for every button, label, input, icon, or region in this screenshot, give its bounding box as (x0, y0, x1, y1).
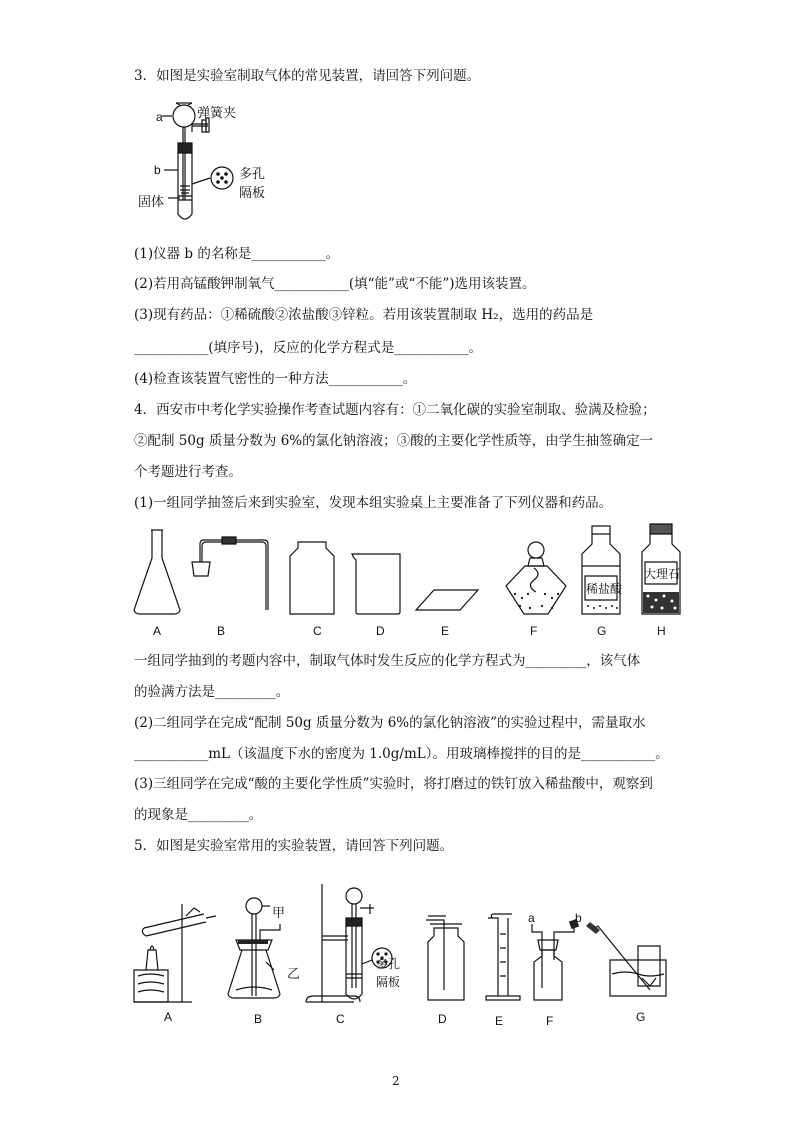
q3-label-plate-2: 隔板 (239, 186, 266, 201)
q4-part-2a: (2)二组同学在完成“配制 50g 质量分数为 6%的氯化钠溶液”的实验过程中，需量取水 (134, 715, 646, 731)
q3-part-2: (2)若用高锰酸钾制氧气___________(填“能”或“不能”)选用该装置。 (134, 276, 536, 292)
q4-stem-1: 4．西安市中考化学实验操作考查试题内容有：①二氧化碳的实验室制取、验满及检验； (134, 402, 656, 418)
q5-label-b: b (575, 911, 582, 925)
q5-stem: 5．如图是实验室常用的实验装置，请回答下列问题。 (134, 838, 454, 854)
q4-stem-3: 个考题进行考查。 (134, 464, 242, 480)
q4-part-3b: 的现象是_________。 (134, 807, 263, 823)
q5-letter-b: B (254, 1012, 263, 1026)
q5-letter-g: G (636, 1010, 646, 1024)
page-number: 2 (392, 1074, 400, 1088)
q3-label-solid: 固体 (138, 195, 165, 210)
q5-label-a: a (528, 911, 535, 925)
q4-part-1b-1: 一组同学抽到的考题内容中，制取气体时发生反应的化学方程式为_________，该气体 (134, 653, 641, 669)
q3-label-a: a (156, 110, 163, 124)
q4-part-2b: ___________mL（该温度下水的密度为 1.0g/mL）。用玻璃棒搅拌的目的是___________。 (134, 746, 669, 762)
q4-label-h: 大理石 (644, 567, 681, 581)
q3-label-plate-1: 多孔 (239, 167, 266, 182)
q4-stem-2: ②配制 50g 质量分数为 6%的氯化钠溶液；③酸的主要化学性质等，由学生抽签确定一 (134, 433, 654, 449)
q3-label-clip: 弹簧夹 (197, 106, 237, 121)
q3-part-1: (1)仪器 b 的名称是___________。 (134, 246, 340, 262)
q4-letter-b: B (217, 624, 226, 638)
q4-letter-g: G (597, 624, 607, 638)
q4-letter-a: A (153, 624, 162, 638)
q4-letter-e: E (441, 624, 450, 638)
q3-part-3a: (3)现有药品：①稀硫酸②浓盐酸③锌粒。若用该装置制取 H₂，选用的药品是 (134, 307, 594, 323)
q3-part-3b: ___________(填序号)，反应的化学方程式是___________。 (134, 340, 483, 356)
q4-letter-d: D (376, 624, 385, 638)
q5-apparatus-figure (130, 878, 690, 1008)
q4-label-g: 稀盐酸 (586, 582, 623, 596)
q3-part-4: (4)检查该装置气密性的一种方法___________。 (134, 371, 417, 387)
q4-instruments-figure (130, 522, 700, 622)
q4-letter-f: F (530, 624, 538, 638)
q5-label-plate-2: 隔板 (376, 975, 401, 989)
q5-letter-e: E (495, 1014, 504, 1028)
q4-letter-c: C (313, 624, 322, 638)
q5-letter-f: F (546, 1014, 554, 1028)
q4-letter-h: H (657, 624, 666, 638)
q5-label-jia: 甲 (272, 906, 286, 921)
q5-label-yi: 乙 (287, 967, 301, 982)
q4-part-3a: (3)三组同学在完成“酸的主要化学性质”实验时，将打磨过的铁钉放入稀盐酸中，观察到 (134, 776, 653, 792)
q3-label-b: b (154, 163, 161, 177)
q3-stem: 3．如图是实验室制取气体的常见装置，请回答下列问题。 (134, 68, 481, 84)
q5-label-plate-1: 多孔 (376, 957, 401, 971)
q4-part-1b-2: 的验满方法是_________。 (134, 684, 290, 700)
q4-part-1: (1)一组同学抽签后来到实验室，发现本组实验桌上主要准备了下列仪器和药品。 (134, 495, 613, 511)
q5-letter-a: A (164, 1010, 173, 1024)
q5-letter-d: D (438, 1012, 447, 1026)
q5-letter-c: C (336, 1012, 345, 1026)
